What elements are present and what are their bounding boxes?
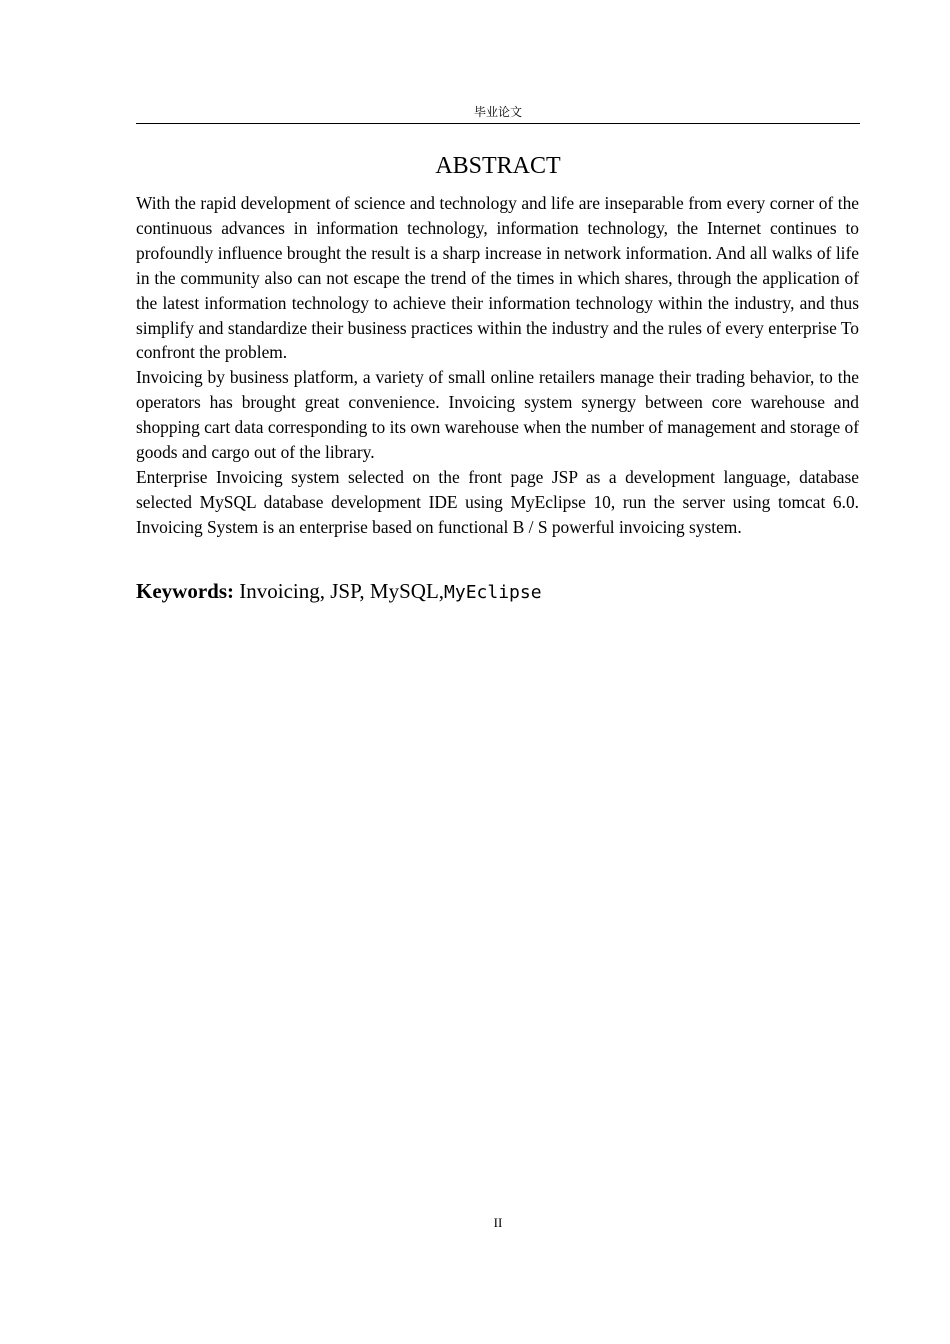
keywords-label: Keywords:	[136, 579, 234, 603]
abstract-paragraph: Invoicing by business platform, a variety of small online retailers manage their trading behavior, to the operators has brought great convenience. Invoicing system synergy between core warehouse and shopping cart data corresponding to its own warehouse when the number of management and storage of goods and cargo out of the library.	[136, 367, 859, 463]
keywords-values: Invoicing, JSP, MySQL,	[239, 579, 445, 603]
page-header	[136, 104, 860, 124]
abstract-paragraph: Enterprise Invoicing system selected on the front page JSP as a development language, database selected MySQL database development IDE using MyEclipse 10, run the server using tomcat 6.0. Invoicing System is an enterprise based on functional B / S powerful invoicing system.	[136, 466, 859, 537]
page-number: II	[493, 1215, 503, 1230]
keywords-line	[136, 577, 860, 607]
abstract-body	[136, 191, 859, 540]
keyword-myeclipse: MyEclipse	[444, 582, 542, 603]
abstract-title: ABSTRACT	[435, 153, 561, 179]
running-title: 毕业论文	[473, 105, 522, 119]
abstract-paragraph: With the rapid development of science and technology and life are inseparable from every corner of the continuous advances in information technology, information technology, the Internet continues to profoundly influence brought the result is a sharp increase in network information. And all walks of life in the community also can not escape the trend of the times in which shares, through the application of the latest information technology to achieve their information technology within the industry, and thus simplify and standardize their business practices within the industry and the rules of every enterprise To confront the problem.	[136, 193, 859, 363]
